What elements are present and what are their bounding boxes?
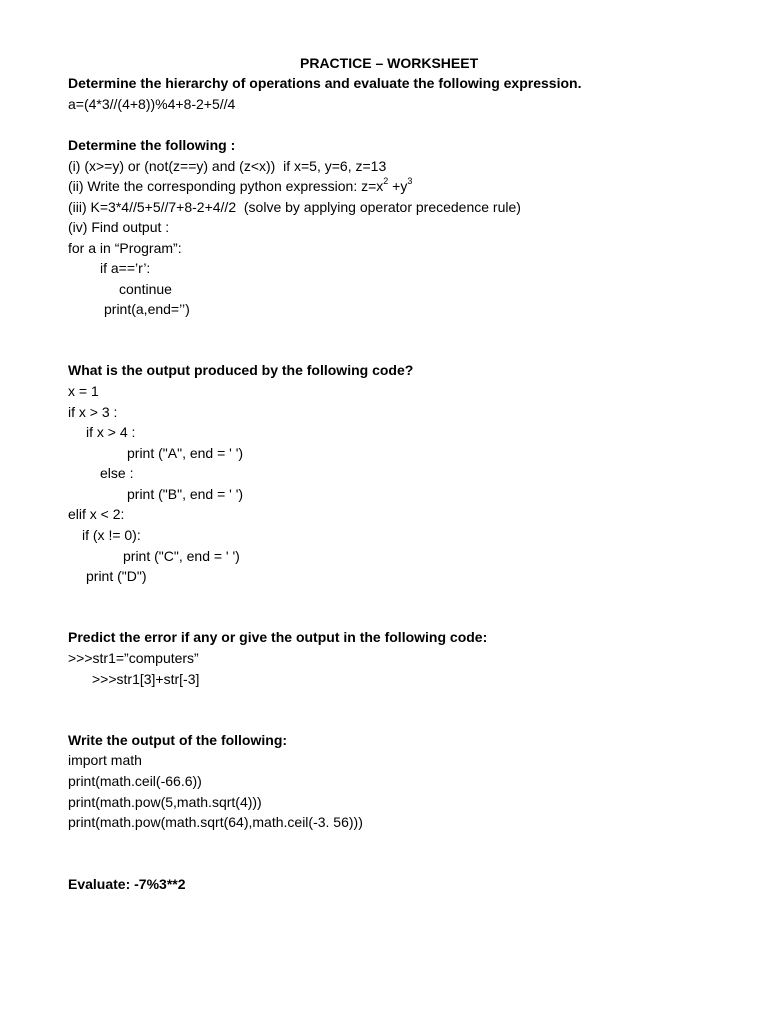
q1-heading: Determine the hierarchy of operations and evaluate the following expression. [68, 75, 582, 91]
q3-code-line: print ("B", end = ' ') [127, 486, 244, 502]
q3-code-line: print ("C", end = ' ') [123, 548, 240, 564]
q3-code-line: elif x < 2: [68, 506, 125, 522]
q5-heading: Write the output of the following: [68, 732, 288, 748]
q5-code-line: print(math.ceil(-66.6)) [68, 773, 202, 789]
q2-code-line: if a==’r’: [100, 260, 151, 276]
q3-code-line: x = 1 [68, 383, 99, 399]
q2-code-line: print(a,end=’’) [104, 301, 190, 317]
q2-part-ii [68, 177, 412, 195]
q2-part-i: (i) (x>=y) or (not(z==y) and (z<x)) if x=5, y=6, z=13 [68, 158, 387, 174]
q3-code-line: if x > 3 : [68, 404, 118, 420]
q2-part-ii-exp2: 3 [407, 176, 413, 187]
q3-code-line: if (x != 0): [82, 527, 141, 543]
q3-code-line: print ("A", end = ' ') [127, 445, 244, 461]
q3-heading: What is the output produced by the following code? [68, 362, 414, 378]
q4-heading: Predict the error if any or give the output in the following code: [68, 629, 488, 645]
q2-code-line: for a in “Program”: [68, 240, 182, 256]
page-title: PRACTICE – WORKSHEET [300, 55, 479, 71]
q4-code-line: >>>str1=”computers” [68, 650, 199, 666]
q2-part-iv: (iv) Find output : [68, 219, 170, 235]
q4-code-line: >>>str1[3]+str[-3] [92, 671, 200, 687]
q5-code-line: print(math.pow(5,math.sqrt(4))) [68, 794, 262, 810]
q6-heading: Evaluate: -7%3**2 [68, 876, 186, 892]
q2-code-line: continue [119, 281, 172, 297]
q5-code-line: print(math.pow(math.sqrt(64),math.ceil(-3. 56))) [68, 814, 363, 830]
q3-code-line: else : [100, 465, 134, 481]
q3-code-line: print ("D") [86, 568, 147, 584]
q2-part-ii-mid: +y [388, 178, 408, 194]
q1-expression: a=(4*3//(4+8))%4+8-2+5//4 [68, 96, 236, 112]
q2-part-ii-exp1: 2 [383, 176, 389, 187]
q2-part-iii: (iii) K=3*4//5+5//7+8-2+4//2 (solve by applying operator precedence rule) [68, 199, 521, 215]
q5-code-line: import math [68, 752, 142, 768]
q3-code-line: if x > 4 : [86, 424, 136, 440]
q2-part-ii-text: (ii) Write the corresponding python expression: z=x [68, 178, 384, 194]
q2-heading: Determine the following : [68, 137, 236, 153]
